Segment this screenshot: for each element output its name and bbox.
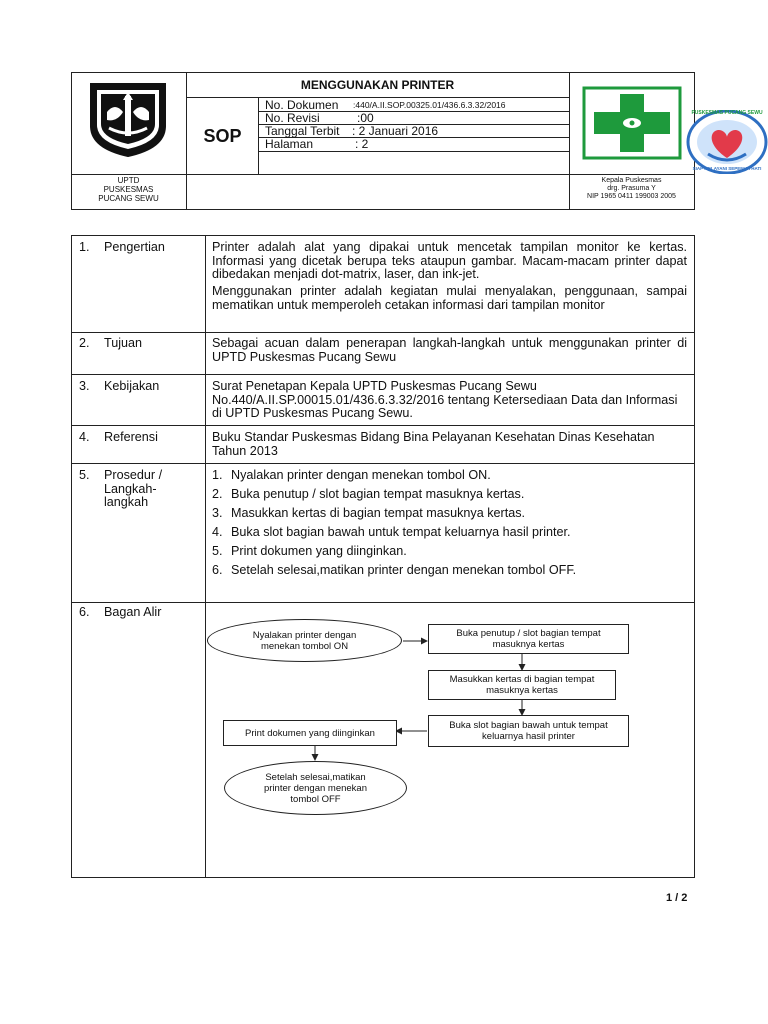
flow-step-print: Print dokumen yang diinginkan bbox=[223, 720, 397, 746]
kebijakan-paragraph: Surat Penetapan Kepala UPTD Puskesmas Pucang Sewu No.440/A.II.SP.00015.01/436.6.3.32/2016 tentang Ketersediaan Data dan Informasi di UPTD Puskesmas Pucang Sewu. bbox=[212, 379, 678, 420]
pengertian-paragraph: Menggunakan printer adalah kegiatan mulai menyalakan, penggunaan, sampai mematikan untuk memperoleh cetakan informasi dari tampilan monitor bbox=[212, 284, 687, 312]
pengertian-paragraph: Printer adalah alat yang dipakai untuk mencetak tampilan monitor ke kertas. Informasi yang dicetak berupa teks ataupun gambar. Macam-macam printer dapat dibedakan menjadi dot-matrix, laser, dan ink-jet. bbox=[212, 240, 687, 281]
signatory-name: drg. Prasuma Y bbox=[607, 185, 656, 192]
section-title-prosedur: Langkah- bbox=[104, 482, 157, 496]
flow-step-open-bottom-slot: Buka slot bagian bawah untuk tempat keluarnya hasil printer bbox=[428, 715, 629, 747]
page-number: 1 / 2 bbox=[666, 892, 688, 904]
tujuan-paragraph: Sebagai acuan dalam penerapan langkah-langkah untuk menggunakan printer di UPTD Puskesmas Pucang Sewu bbox=[212, 336, 687, 364]
section-number: 3. bbox=[79, 379, 90, 393]
signatory-nip: NIP 1965 0411 199003 2005 bbox=[587, 193, 676, 200]
document-title: MENGGUNAKAN PRINTER bbox=[300, 78, 455, 92]
flow-end-ellipse: Setelah selesai,matikan printer dengan menekan tombol OFF bbox=[224, 761, 407, 815]
field-no-dokumen-value: :440/A.II.SOP.00325.01/436.6.3.32/2016 bbox=[353, 100, 506, 110]
badge-text-bottom: SIAP MELAYANI SEPENUH HATI bbox=[692, 166, 762, 171]
field-no-dokumen-label: No. Dokumen bbox=[265, 98, 339, 112]
section-title-pengertian: Pengertian bbox=[104, 240, 165, 254]
section-number: 6. bbox=[79, 605, 90, 619]
signatory-position: Kepala Puskesmas bbox=[601, 177, 662, 184]
field-tanggal-label: Tanggal Terbit bbox=[265, 124, 340, 138]
section-number: 5. bbox=[79, 468, 90, 482]
section-title-prosedur: Prosedur / bbox=[104, 468, 163, 482]
flow-step-open-slot: Buka penutup / slot bagian tempat masuknya kertas bbox=[428, 624, 629, 654]
section-title-referensi: Referensi bbox=[104, 430, 158, 444]
section-number: 4. bbox=[79, 430, 90, 444]
unit-name-line: PUCANG SEWU bbox=[98, 194, 159, 203]
section-title-prosedur: langkah bbox=[104, 495, 149, 509]
unit-name-line: PUSKESMAS bbox=[103, 185, 154, 194]
referensi-paragraph: Buku Standar Puskesmas Bidang Bina Pelayanan Kesehatan Dinas Kesehatan Tahun 2013 bbox=[212, 430, 655, 458]
flow-step-insert-paper: Masukkan kertas di bagian tempat masuknya kertas bbox=[428, 670, 616, 700]
section-number: 1. bbox=[79, 240, 90, 254]
section-number: 2. bbox=[79, 336, 90, 350]
unit-name-line: UPTD bbox=[117, 176, 140, 185]
field-halaman-label: Halaman bbox=[265, 137, 314, 151]
field-no-revisi-label: No. Revisi bbox=[265, 111, 320, 125]
sop-label: SOP bbox=[203, 126, 242, 146]
flow-start-ellipse: Nyalakan printer dengan menekan tombol ON bbox=[207, 619, 402, 662]
field-halaman-value: : 2 bbox=[355, 137, 369, 151]
badge-text-top: PUSKESMAS PUCANG SEWU bbox=[691, 110, 763, 116]
section-title-kebijakan: Kebijakan bbox=[104, 379, 160, 393]
field-no-revisi-value: :00 bbox=[357, 111, 374, 125]
section-title-tujuan: Tujuan bbox=[104, 336, 143, 350]
field-tanggal-value: : 2 Januari 2016 bbox=[352, 124, 439, 138]
section-title-bagan-alir: Bagan Alir bbox=[104, 605, 162, 619]
